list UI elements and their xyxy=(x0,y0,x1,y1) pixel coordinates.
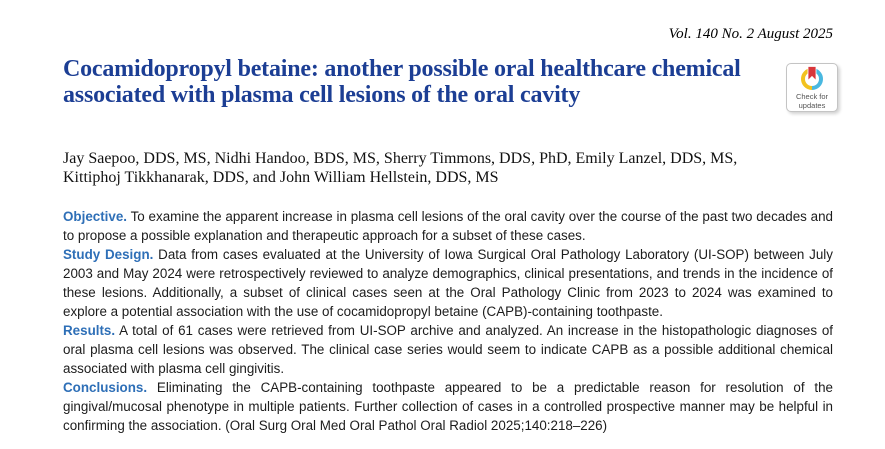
badge-text-line2: updates xyxy=(798,100,826,110)
abstract-results-text: A total of 61 cases were retrieved from UI-SOP archive and analyzed. An increase in the histopathologic diagnoses of oral plasma cell lesions was observed. The clinical case series would seem to indicate CAPB as a possible additional chemical associated with plasma cell gingivitis. xyxy=(63,323,833,376)
abstract-section-study-design xyxy=(63,245,833,321)
abstract-section-objective xyxy=(63,207,833,245)
article-authors: Jay Saepoo, DDS, MS, Nidhi Handoo, BDS, MS, Sherry Timmons, DDS, PhD, Emily Lanzel, DDS, MS, Kittiphoj Tikkhanarak, DDS, and John William Hellstein, DDS, MS xyxy=(63,150,738,186)
badge-text xyxy=(796,93,828,110)
article-title: Cocamidopropyl betaine: another possible oral healthcare chemical associated with plasma cell lesions of the oral cavity xyxy=(63,56,741,108)
abstract-study-design-text: Data from cases evaluated at the University of Iowa Surgical Oral Pathology Laboratory (UI-SOP) between July 2003 and May 2024 were retrospectively reviewed to analyze demographics, clinical presentations, and trends in the incidence of these lesions. Additionally, a subset of clinical cases seen at the Oral Pathology Clinic from 2023 to 2024 was examined to explore a potential association with the use of cocamidopropyl betaine (CAPB)-containing toothpaste. xyxy=(63,247,833,319)
abstract-conclusions-text: Eliminating the CAPB-containing toothpaste appeared to be a predictable reason for resolution of the gingival/mucosal phenotype in multiple patients. Further collection of cases in a controlled prospective manner may be helpful in confirming the association. (Oral Surg Oral Med Oral Pathol Oral Radiol 2025;140:218–226) xyxy=(63,380,833,433)
abstract-section-results xyxy=(63,321,833,378)
abstract xyxy=(63,207,833,435)
abstract-study-design-label: Study Design. xyxy=(63,247,154,262)
crossmark-logo-icon xyxy=(799,66,825,92)
badge-text-line1: Check for xyxy=(795,92,829,101)
abstract-results-label: Results. xyxy=(63,323,116,338)
abstract-objective-label: Objective. xyxy=(63,209,128,224)
abstract-conclusions-label: Conclusions. xyxy=(63,380,148,395)
abstract-section-conclusions xyxy=(63,378,833,435)
abstract-objective-text: To examine the apparent increase in plasma cell lesions of the oral cavity over the course of the past two decades and to propose a possible explanation and therapeutic approach for a subset of these cases. xyxy=(63,209,833,243)
journal-volume-line: Vol. 140 No. 2 August 2025 xyxy=(668,26,833,42)
crossmark-check-for-updates-badge[interactable] xyxy=(786,63,838,112)
